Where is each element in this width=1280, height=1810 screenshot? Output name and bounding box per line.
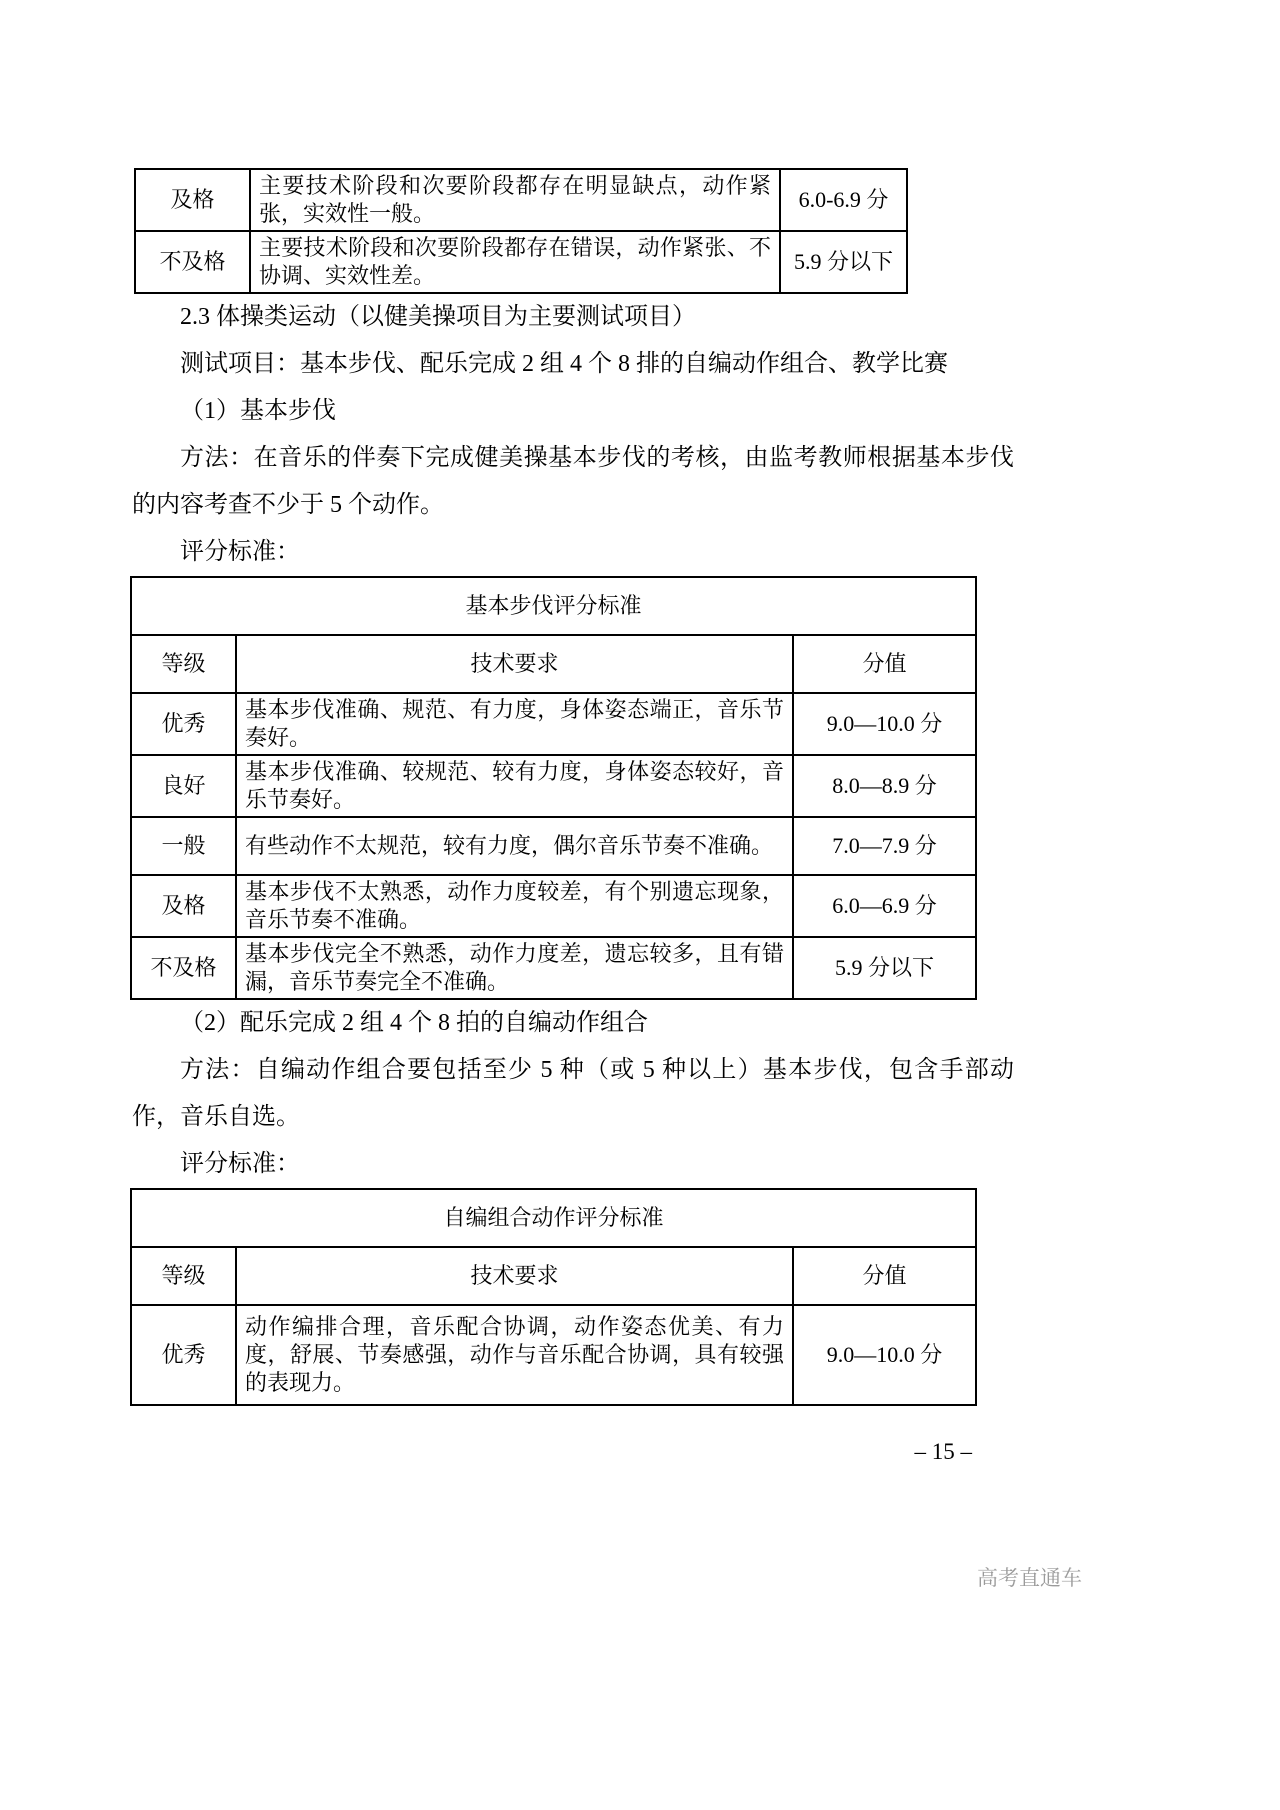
requirement-cell: 动作编排合理，音乐配合协调，动作姿态优美、有力度，舒展、节奏感强，动作与音乐配合协调，具有较强的表现力。: [236, 1305, 793, 1405]
table-row: [131, 755, 976, 817]
column-header-score: 分值: [793, 635, 976, 693]
table-row: [131, 875, 976, 937]
grade-cell: 良好: [131, 755, 236, 817]
column-header-score: 分值: [793, 1247, 976, 1305]
column-header-grade: 等级: [131, 635, 236, 693]
grade-cell: 及格: [131, 875, 236, 937]
custom-combo-score-table: [130, 1188, 977, 1406]
scoring-standard-label-1: 评分标准：: [180, 539, 300, 565]
score-cell: 5.9 分以下: [780, 231, 907, 293]
score-cell: 6.0-6.9 分: [780, 169, 907, 231]
item-2-method-paragraph: 方法：自编动作组合要包括至少 5 种（或 5 种以上）基本步伐，包含手部动作，音乐自选。: [132, 1057, 1014, 1130]
page-number: – 15 –: [914, 1439, 972, 1464]
table-title-row: [131, 577, 976, 635]
score-cell: 7.0—7.9 分: [793, 817, 976, 875]
table-header-row: [131, 1247, 976, 1305]
score-cell: 9.0—10.0 分: [793, 1305, 976, 1405]
table-row: [135, 231, 907, 293]
item-1-heading: （1）基本步伐: [180, 398, 336, 424]
requirement-cell: 基本步伐完全不熟悉，动作力度差，遗忘较多，且有错漏，音乐节奏完全不准确。: [236, 937, 793, 999]
basic-steps-score-table: [130, 576, 977, 1000]
table-row: [131, 817, 976, 875]
table-row: [131, 937, 976, 999]
requirement-cell: 有些动作不太规范，较有力度，偶尔音乐节奏不准确。: [236, 817, 793, 875]
table-title: 自编组合动作评分标准: [131, 1189, 976, 1247]
continued-score-table: [134, 168, 908, 294]
score-cell: 8.0—8.9 分: [793, 755, 976, 817]
table-row: [135, 169, 907, 231]
scoring-standard-label-2: 评分标准：: [180, 1151, 300, 1177]
table-header-row: [131, 635, 976, 693]
item-2-heading: （2）配乐完成 2 组 4 个 8 拍的自编动作组合: [180, 1010, 648, 1036]
requirement-cell: 基本步伐不太熟悉，动作力度较差，有个别遗忘现象，音乐节奏不准确。: [236, 875, 793, 937]
table-title: 基本步伐评分标准: [131, 577, 976, 635]
column-header-grade: 等级: [131, 1247, 236, 1305]
item-1-method-paragraph: 方法：在音乐的伴奏下完成健美操基本步伐的考核，由监考教师根据基本步伐的内容考查不少于 5 个动作。: [132, 445, 1014, 518]
requirement-cell: 基本步伐准确、较规范、较有力度，身体姿态较好，音乐节奏好。: [236, 755, 793, 817]
table-title-row: [131, 1189, 976, 1247]
requirement-cell: 基本步伐准确、规范、有力度，身体姿态端正，音乐节奏好。: [236, 693, 793, 755]
grade-cell: 优秀: [131, 693, 236, 755]
section-2-3-heading: 2.3 体操类运动（以健美操项目为主要测试项目）: [180, 304, 696, 330]
requirement-cell: 主要技术阶段和次要阶段都存在明显缺点，动作紧张，实效性一般。: [250, 169, 780, 231]
table-row: [131, 1305, 976, 1405]
score-cell: 6.0—6.9 分: [793, 875, 976, 937]
grade-cell: 及格: [135, 169, 250, 231]
grade-cell: 不及格: [135, 231, 250, 293]
table-row: [131, 693, 976, 755]
requirement-cell: 主要技术阶段和次要阶段都存在错误，动作紧张、不协调、实效性差。: [250, 231, 780, 293]
test-items-paragraph: 测试项目：基本步伐、配乐完成 2 组 4 个 8 排的自编动作组合、教学比赛: [180, 351, 948, 377]
grade-cell: 优秀: [131, 1305, 236, 1405]
score-cell: 5.9 分以下: [793, 937, 976, 999]
grade-cell: 不及格: [131, 937, 236, 999]
grade-cell: 一般: [131, 817, 236, 875]
score-cell: 9.0—10.0 分: [793, 693, 976, 755]
column-header-requirement: 技术要求: [236, 635, 793, 693]
watermark: 高考直通车: [977, 1567, 1082, 1590]
column-header-requirement: 技术要求: [236, 1247, 793, 1305]
